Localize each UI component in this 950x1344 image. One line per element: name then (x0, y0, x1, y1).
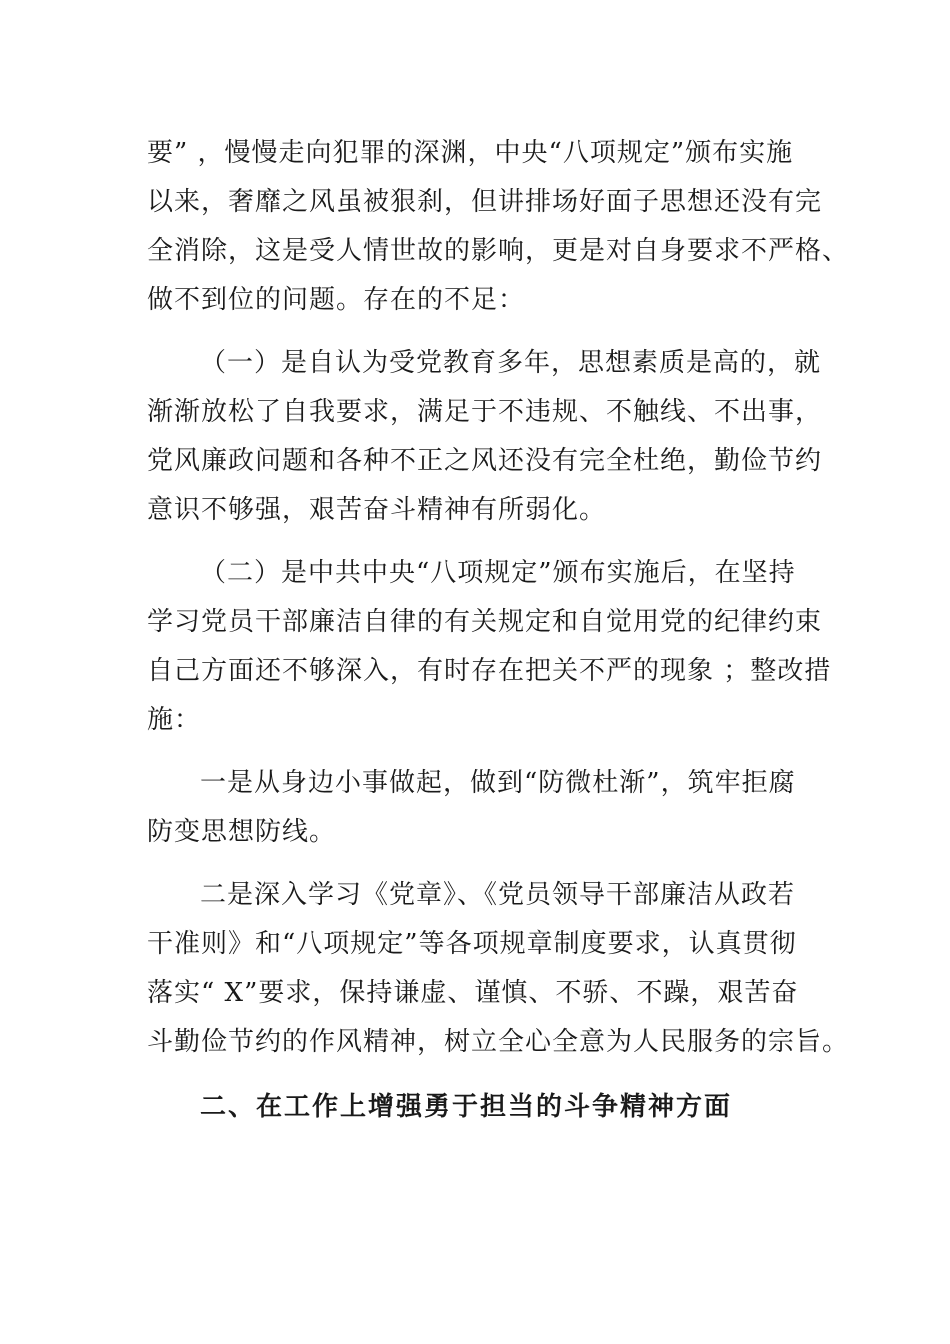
paragraph-5-line-1: 二是深入学习《党章》、《党员领导干部廉洁从政若 (200, 880, 796, 910)
paragraph-1-line-4: 做不到位的问题。存在的不足： (147, 285, 526, 315)
paragraph-1-line-3: 全消除，这是受人情世故的影响，更是对自身要求不严格、 (147, 236, 850, 266)
paragraph-3-line-4: 施： (147, 705, 202, 735)
paragraph-2-line-2: 渐渐放松了自我要求，满足于不违规、不触线、不出事， (147, 397, 823, 427)
paragraph-3-line-1: （二）是中共中央“八项规定”颁布实施后，在坚持 (200, 558, 796, 588)
paragraph-1-line-1: 要” ，慢慢走向犯罪的深渊，中央“八项规定”颁布实施 (147, 138, 794, 168)
paragraph-2-line-4: 意识不够强，艰苦奋斗精神有所弱化。 (147, 495, 607, 525)
paragraph-5-line-2: 干准则》和“八项规定”等各项规章制度要求，认真贯彻 (147, 929, 797, 959)
paragraph-3-line-2: 学习党员干部廉洁自律的有关规定和自觉用党的纪律约束 (147, 607, 823, 637)
section-heading: 二、在工作上增强勇于担当的斗争精神方面 (200, 1092, 733, 1122)
paragraph-3-line-3: 自己方面还不够深入，有时存在把关不严的现象 ；整改措 (147, 656, 832, 686)
paragraph-4-line-1: 一是从身边小事做起，做到“防微杜渐”，筑牢拒腐 (200, 768, 796, 798)
paragraph-4-line-2: 防变思想防线。 (147, 817, 337, 847)
paragraph-5-line-4: 斗勤俭节约的作风精神，树立全心全意为人民服务的宗旨。 (147, 1027, 850, 1057)
paragraph-1-line-2: 以来，奢靡之风虽被狠刹，但讲排场好面子思想还没有完 (147, 187, 823, 217)
paragraph-5-line-3: 落实“ X”要求，保持谦虚、谨慎、不骄、不躁，艰苦奋 (147, 978, 799, 1008)
paragraph-2-line-1: （一）是自认为受党教育多年，思想素质是高的，就 (200, 348, 822, 378)
paragraph-2-line-3: 党风廉政问题和各种不正之风还没有完全杜绝，勤俭节约 (147, 446, 823, 476)
